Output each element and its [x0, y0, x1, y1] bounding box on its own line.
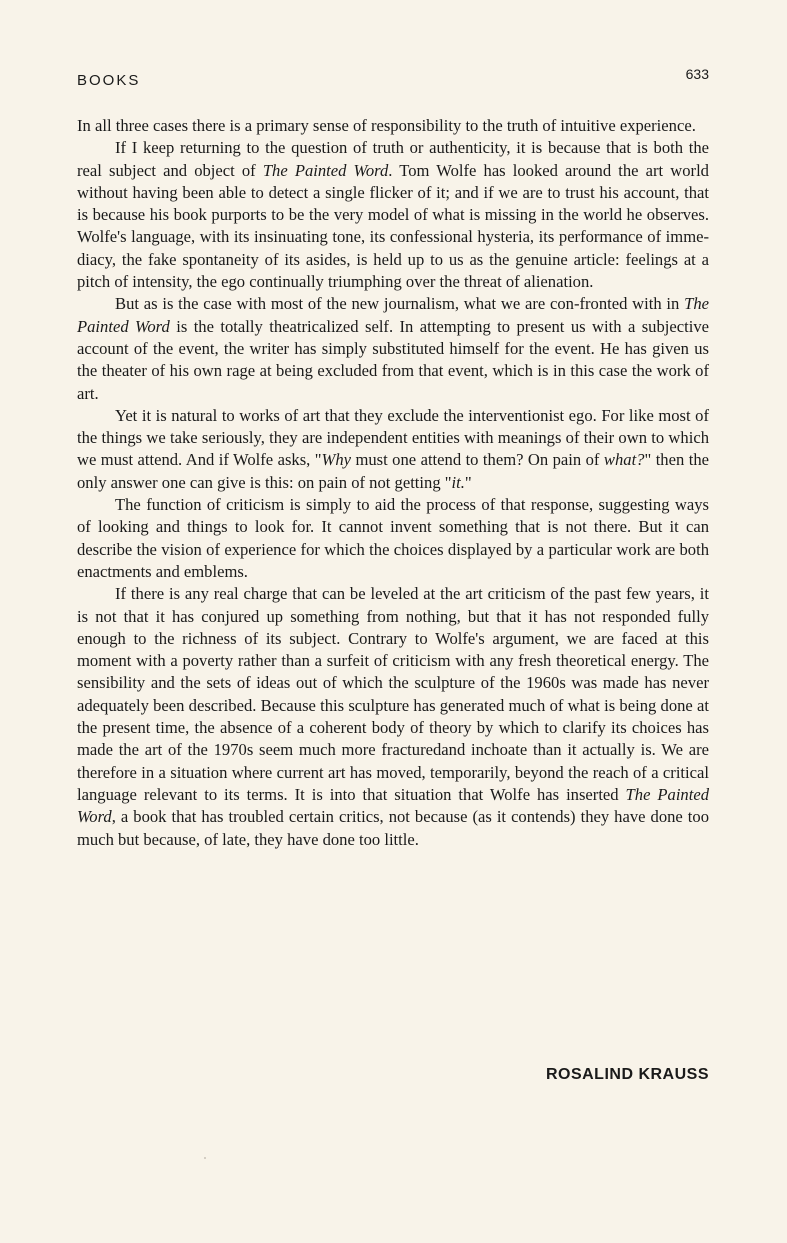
paragraph-4-text-c: must one attend to them? On pain of	[351, 450, 604, 470]
paragraph-6	[77, 583, 709, 851]
paper-speck	[204, 1157, 206, 1159]
running-header	[77, 66, 709, 90]
italic-it: it.	[451, 472, 465, 492]
book-title-italic: The Painted Word	[77, 294, 709, 336]
book-title-italic: The Painted Word	[262, 160, 389, 180]
italic-why: Why	[321, 450, 352, 470]
page-number: 633	[685, 66, 709, 82]
paragraph-3-text-c: is the totally theatricalized self. In attempting to present us with a subjective account of the event, the writer has simply substituted himself for the event. He has given us the theater of his own rage at being excluded from that event, which is in this case the work of art.	[77, 316, 710, 403]
paragraph-3	[77, 293, 709, 404]
paragraph-6-text-c: , a book that has troubled certain critics, not because (as it contends) they have done too much but because, of late, they have done too little.	[77, 807, 709, 849]
paragraph-2-text-c: . Tom Wolfe has looked around the art world without having been able to detect a single flicker of it; and if we are to trust his account, that is because his book purports to be the very model of what is missing in the world he observes. Wolfe's language, with its insinuating tone, its confessional hysteria, its performance of imme-diacy, the fake spontaneity of its asides, is held up to us as the genuine article: feelings at a pitch of intensity, the ego continually triumphing over the threat of alienation.	[77, 160, 709, 292]
paragraph-4	[77, 405, 709, 494]
paragraph-4-text-g: "	[464, 472, 472, 492]
italic-what: what?	[603, 450, 645, 470]
author-signature: ROSALIND KRAUSS	[545, 1066, 709, 1083]
paragraph-1: In all three cases there is a primary sense of responsibility to the truth of intuitive experience.	[77, 116, 696, 135]
paragraph-2	[77, 137, 709, 293]
paragraph-4-text-a: Yet it is natural to works of art that they exclude the interventionist ego. For like most of the things we take seriously, they are independent entities with meanings of their own to which we must attend. And if Wolfe asks, "	[77, 405, 709, 470]
paragraph-6-text-a: If there is any real charge that can be leveled at the art criticism of the past few years, it is not that it has conjured up something from nothing, but that it has not responded fully enough to the richness of its subject. Contrary to Wolfe's argument, we are faced at this moment with a poverty rather than a surfeit of criticism with any fresh theoretical energy. The sensibility and the sets of ideas out of which the sculpture of the 1960s was made has never adequately been described. Because this sculpture has generated much of what is being done at the present time, the absence of a coherent body of theory by which to clarify its choices has made the art of the 1970s seem much more fracturedand inchoate than it actually is. We are therefore in a situation where current art has moved, temporarily, beyond the reach of a critical language relevant to its terms. It is into that situation that Wolfe has inserted	[77, 584, 709, 804]
book-title-italic: The Painted Word	[77, 784, 709, 827]
paragraph-2-text-a: If I keep returning to the question of truth or authenticity, it is because that is both the real subject and object of	[77, 138, 709, 180]
section-title: BOOKS	[77, 72, 141, 89]
paragraph-5: The function of criticism is simply to aid the process of that response, suggesting ways of looking and things to look for. It cannot invent something that is not there. But it can describe the vision of experience for which the choices displayed by a particular work are both enactments and emblems.	[77, 495, 709, 581]
article-body	[77, 115, 709, 851]
paragraph-3-text-a: But as is the case with most of the new journalism, what we are con-fronted with in	[115, 294, 685, 314]
paragraph-4-text-e: " then the only answer one can give is this: on pain of not getting "	[77, 450, 709, 492]
